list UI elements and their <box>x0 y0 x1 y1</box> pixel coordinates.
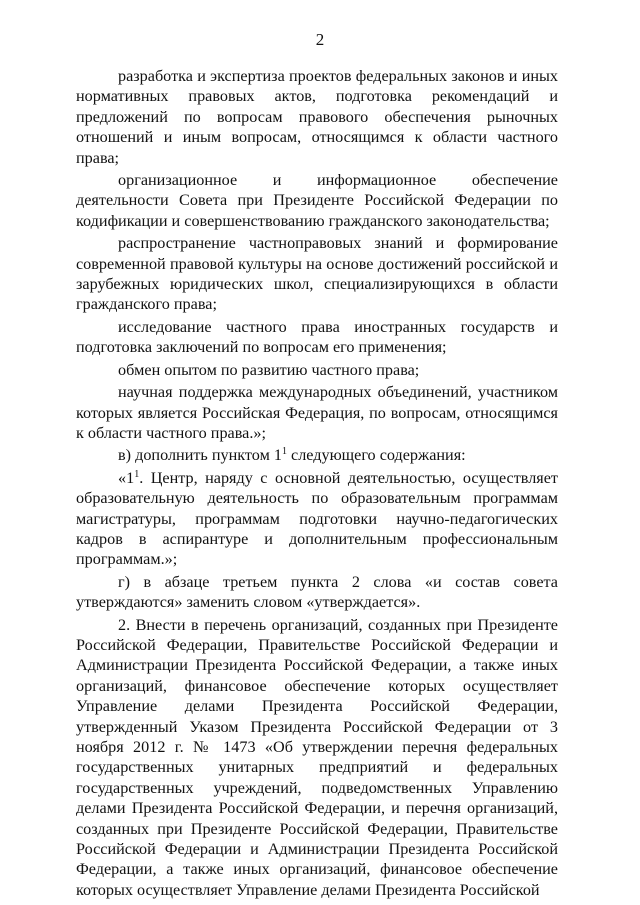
paragraph-new-point-text <box>76 468 558 570</box>
superscript-one: 1 <box>281 446 287 458</box>
page-number: 2 <box>315 30 325 49</box>
document-body <box>76 66 558 902</box>
paragraph-new-point-start: «1 <box>118 468 135 487</box>
paragraph-drafting: разработка и экспертиза проектов федеральных законов и иных нормативных правовых актов, подготовка рекомендаций и предложений по вопросам правового обеспечения рыночных отношений и иным вопросам, относящимся к области частного права; <box>76 67 558 167</box>
paragraph-section-2: 2. Внести в перечень организаций, созданных при Президенте Российской Федерации, Правительстве Российской Федерации и Администрации Президента Российской Федерации, а также иных организаций, финансовое обеспечение которых осуществляет Управление делами Президента Российской Федерации, утвержденный Указом Президента Российской Федерации от 3 ноября 2012 г. № 1473 «Об утверждении перечня федеральных государственных унитарных предприятий и федеральных государственных учреждений, подведомственных Управлению делами Президента Российской Федерации, и перечня организаций, созданных при Президенте Российской Федерации, Правительстве Российской Федерации и Администрации Президента Российской Федерации, а также иных организаций, финансовое обеспечение которых осуществляет Управление делами Президента Российской <box>76 615 558 899</box>
paragraph-international-support: научная поддержка международных объединений, участником которых является Российская Федерация, по вопросам, относящимся к области частного права.»; <box>76 383 558 442</box>
paragraph-new-point-body: . Центр, наряду с основной деятельностью, осуществляет образовательную деятельность по образовательным программам магистратуры, программам подготовки научно-педагогических кадров в аспирантуре и дополнительным профессиональным программам.»; <box>76 468 558 569</box>
paragraph-foreign-law-research: исследование частного права иностранных государств и подготовка заключений по вопросам его применения; <box>76 317 558 357</box>
paragraph-add-point-text: в) дополнить пунктом 1 <box>118 446 282 465</box>
paragraph-add-point-tail: следующего содержания: <box>286 446 466 465</box>
paragraph-add-point <box>76 445 558 465</box>
paragraph-experience-exchange: обмен опытом по развитию частного права; <box>118 360 420 379</box>
paragraph-council-support: организационное и информационное обеспечение деятельности Совета при Президенте Российской Федерации по кодификации и совершенствованию гражданского законодательства; <box>76 171 558 230</box>
paragraph-amendment-g: г) в абзаце третьем пункта 2 слова «и состав совета утверждаются» заменить словом «утверждается». <box>76 572 558 612</box>
superscript-one: 1 <box>134 468 140 480</box>
paragraph-legal-knowledge: распространение частноправовых знаний и формирование современной правовой культуры на основе достижений российской и зарубежных юридических школ, специализирующихся в области гражданского права; <box>76 234 558 314</box>
